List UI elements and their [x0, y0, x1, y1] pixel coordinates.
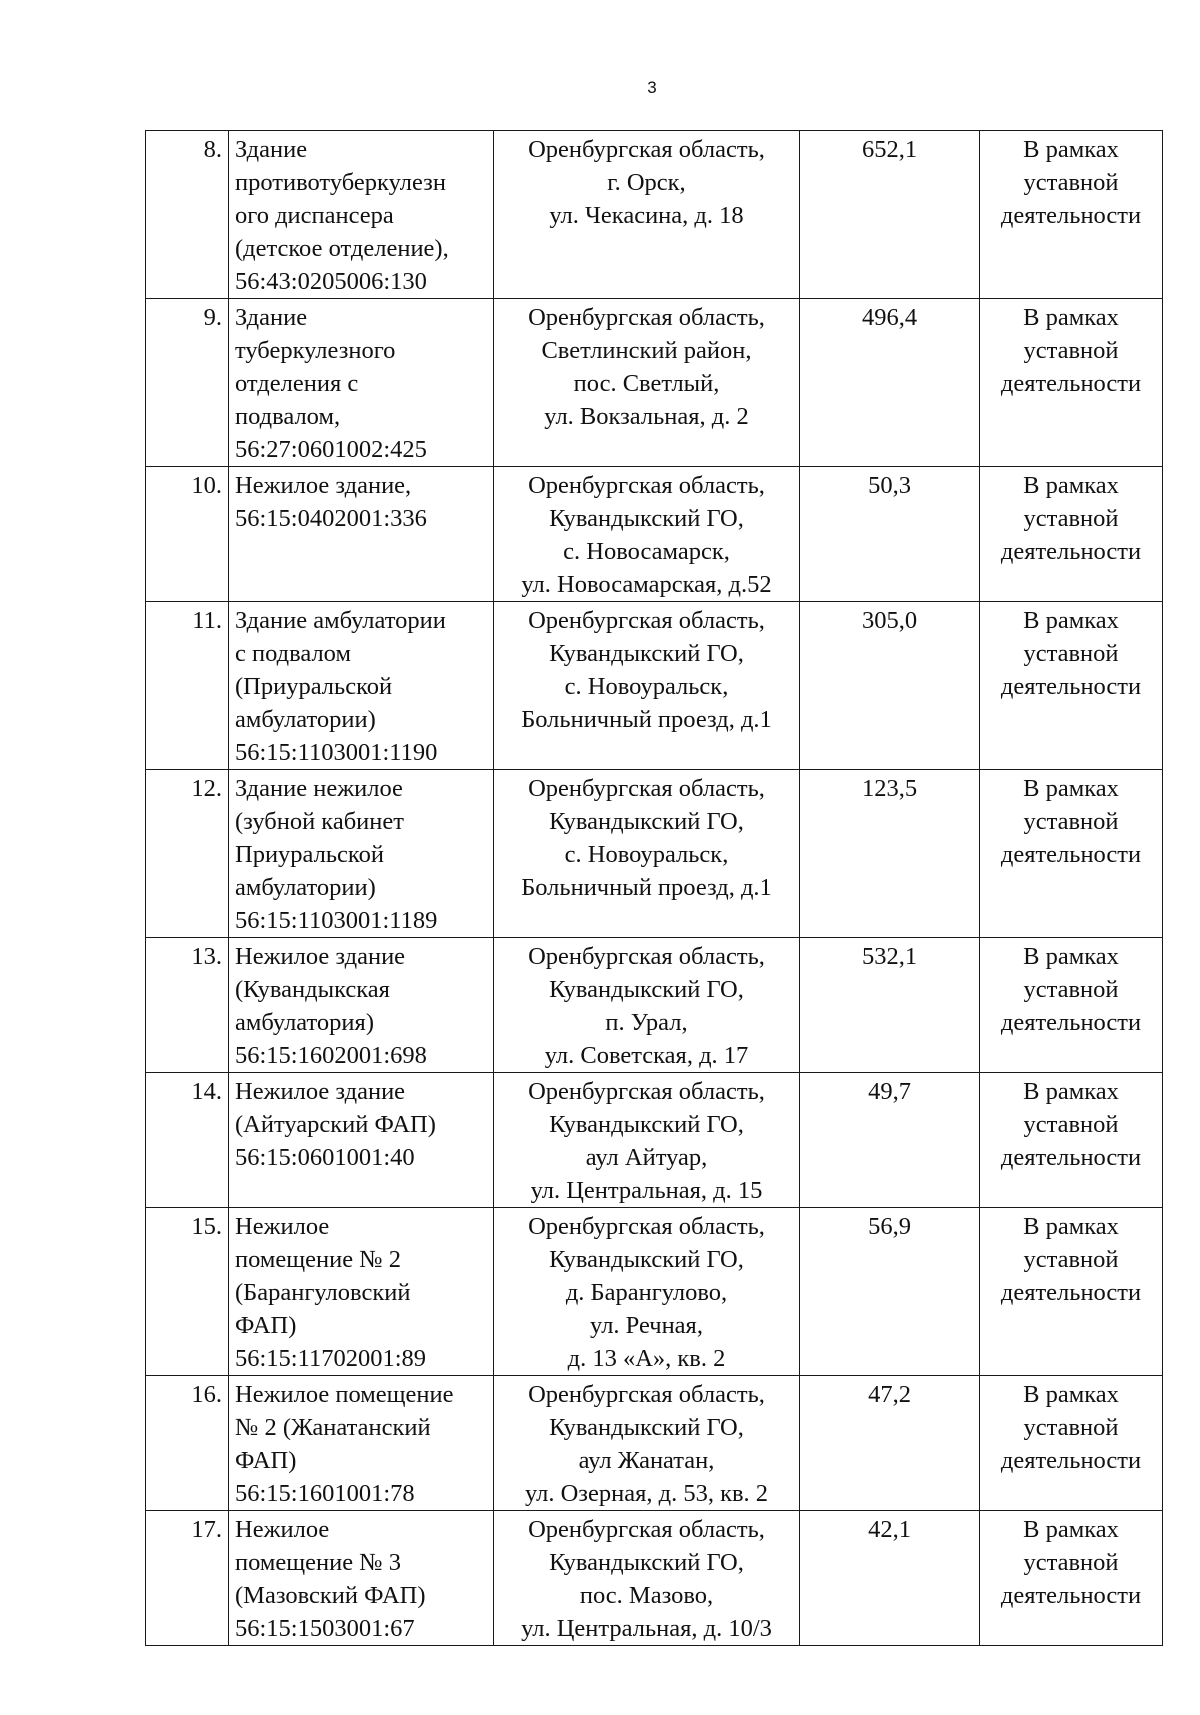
object-address: Оренбургская область, Кувандыкский ГО, пос. Мазово, ул. Центральная, д. 10/3 [494, 1511, 800, 1646]
object-address: Оренбургская область, г. Орск, ул. Чекасина, д. 18 [494, 131, 800, 299]
object-area: 56,9 [800, 1208, 980, 1376]
table-row [146, 131, 1163, 299]
object-name: Нежилое здание, 56:15:0402001:336 [229, 467, 494, 602]
object-area: 305,0 [800, 602, 980, 770]
row-number: 11. [146, 602, 229, 770]
object-area: 47,2 [800, 1376, 980, 1511]
object-address: Оренбургская область, Кувандыкский ГО, с. Новоуральск, Больничный проезд, д.1 [494, 770, 800, 938]
property-table [145, 130, 1163, 1646]
object-name: Здание амбулатории с подвалом (Приуральской амбулатории) 56:15:1103001:1190 [229, 602, 494, 770]
object-area: 652,1 [800, 131, 980, 299]
object-name: Здание туберкулезного отделения с подвалом, 56:27:0601002:425 [229, 299, 494, 467]
object-address: Оренбургская область, Кувандыкский ГО, п. Урал, ул. Советская, д. 17 [494, 938, 800, 1073]
object-name: Здание противотуберкулезн ого диспансера (детское отделение), 56:43:0205006:130 [229, 131, 494, 299]
row-number: 13. [146, 938, 229, 1073]
object-address: Оренбургская область, Кувандыкский ГО, аул Жанатан, ул. Озерная, д. 53, кв. 2 [494, 1376, 800, 1511]
object-purpose: В рамках уставной деятельности [980, 131, 1163, 299]
row-number: 15. [146, 1208, 229, 1376]
object-address: Оренбургская область, Светлинский район, пос. Светлый, ул. Вокзальная, д. 2 [494, 299, 800, 467]
object-address: Оренбургская область, Кувандыкский ГО, аул Айтуар, ул. Центральная, д. 15 [494, 1073, 800, 1208]
object-address: Оренбургская область, Кувандыкский ГО, д. Барангулово, ул. Речная, д. 13 «А», кв. 2 [494, 1208, 800, 1376]
object-area: 496,4 [800, 299, 980, 467]
object-purpose: В рамках уставной деятельности [980, 1376, 1163, 1511]
object-name: Нежилое помещение № 2 (Жанатанский ФАП) 56:15:1601001:78 [229, 1376, 494, 1511]
object-purpose: В рамках уставной деятельности [980, 1208, 1163, 1376]
row-number: 12. [146, 770, 229, 938]
object-name: Нежилое здание (Кувандыкская амбулатория) 56:15:1602001:698 [229, 938, 494, 1073]
object-name: Нежилое помещение № 2 (Барангуловский ФАП) 56:15:11702001:89 [229, 1208, 494, 1376]
object-address: Оренбургская область, Кувандыкский ГО, с. Новосамарск, ул. Новосамарская, д.52 [494, 467, 800, 602]
object-purpose: В рамках уставной деятельности [980, 467, 1163, 602]
row-number: 17. [146, 1511, 229, 1646]
object-area: 123,5 [800, 770, 980, 938]
table-row [146, 1073, 1163, 1208]
object-name: Нежилое помещение № 3 (Мазовский ФАП) 56:15:1503001:67 [229, 1511, 494, 1646]
object-area: 532,1 [800, 938, 980, 1073]
object-area: 42,1 [800, 1511, 980, 1646]
table-row [146, 1511, 1163, 1646]
table-row [146, 1208, 1163, 1376]
object-address: Оренбургская область, Кувандыкский ГО, с. Новоуральск, Больничный проезд, д.1 [494, 602, 800, 770]
object-name: Здание нежилое (зубной кабинет Приуральской амбулатории) 56:15:1103001:1189 [229, 770, 494, 938]
object-area: 50,3 [800, 467, 980, 602]
table-row [146, 1376, 1163, 1511]
object-purpose: В рамках уставной деятельности [980, 1073, 1163, 1208]
table-row [146, 602, 1163, 770]
property-table-body [146, 131, 1163, 1646]
table-row [146, 770, 1163, 938]
row-number: 16. [146, 1376, 229, 1511]
row-number: 9. [146, 299, 229, 467]
object-purpose: В рамках уставной деятельности [980, 770, 1163, 938]
table-row [146, 467, 1163, 602]
object-purpose: В рамках уставной деятельности [980, 1511, 1163, 1646]
page-number: 3 [647, 78, 657, 97]
object-name: Нежилое здание (Айтуарский ФАП) 56:15:0601001:40 [229, 1073, 494, 1208]
object-area: 49,7 [800, 1073, 980, 1208]
row-number: 8. [146, 131, 229, 299]
object-purpose: В рамках уставной деятельности [980, 938, 1163, 1073]
object-purpose: В рамках уставной деятельности [980, 299, 1163, 467]
row-number: 14. [146, 1073, 229, 1208]
object-purpose: В рамках уставной деятельности [980, 602, 1163, 770]
table-row [146, 299, 1163, 467]
row-number: 10. [146, 467, 229, 602]
table-row [146, 938, 1163, 1073]
